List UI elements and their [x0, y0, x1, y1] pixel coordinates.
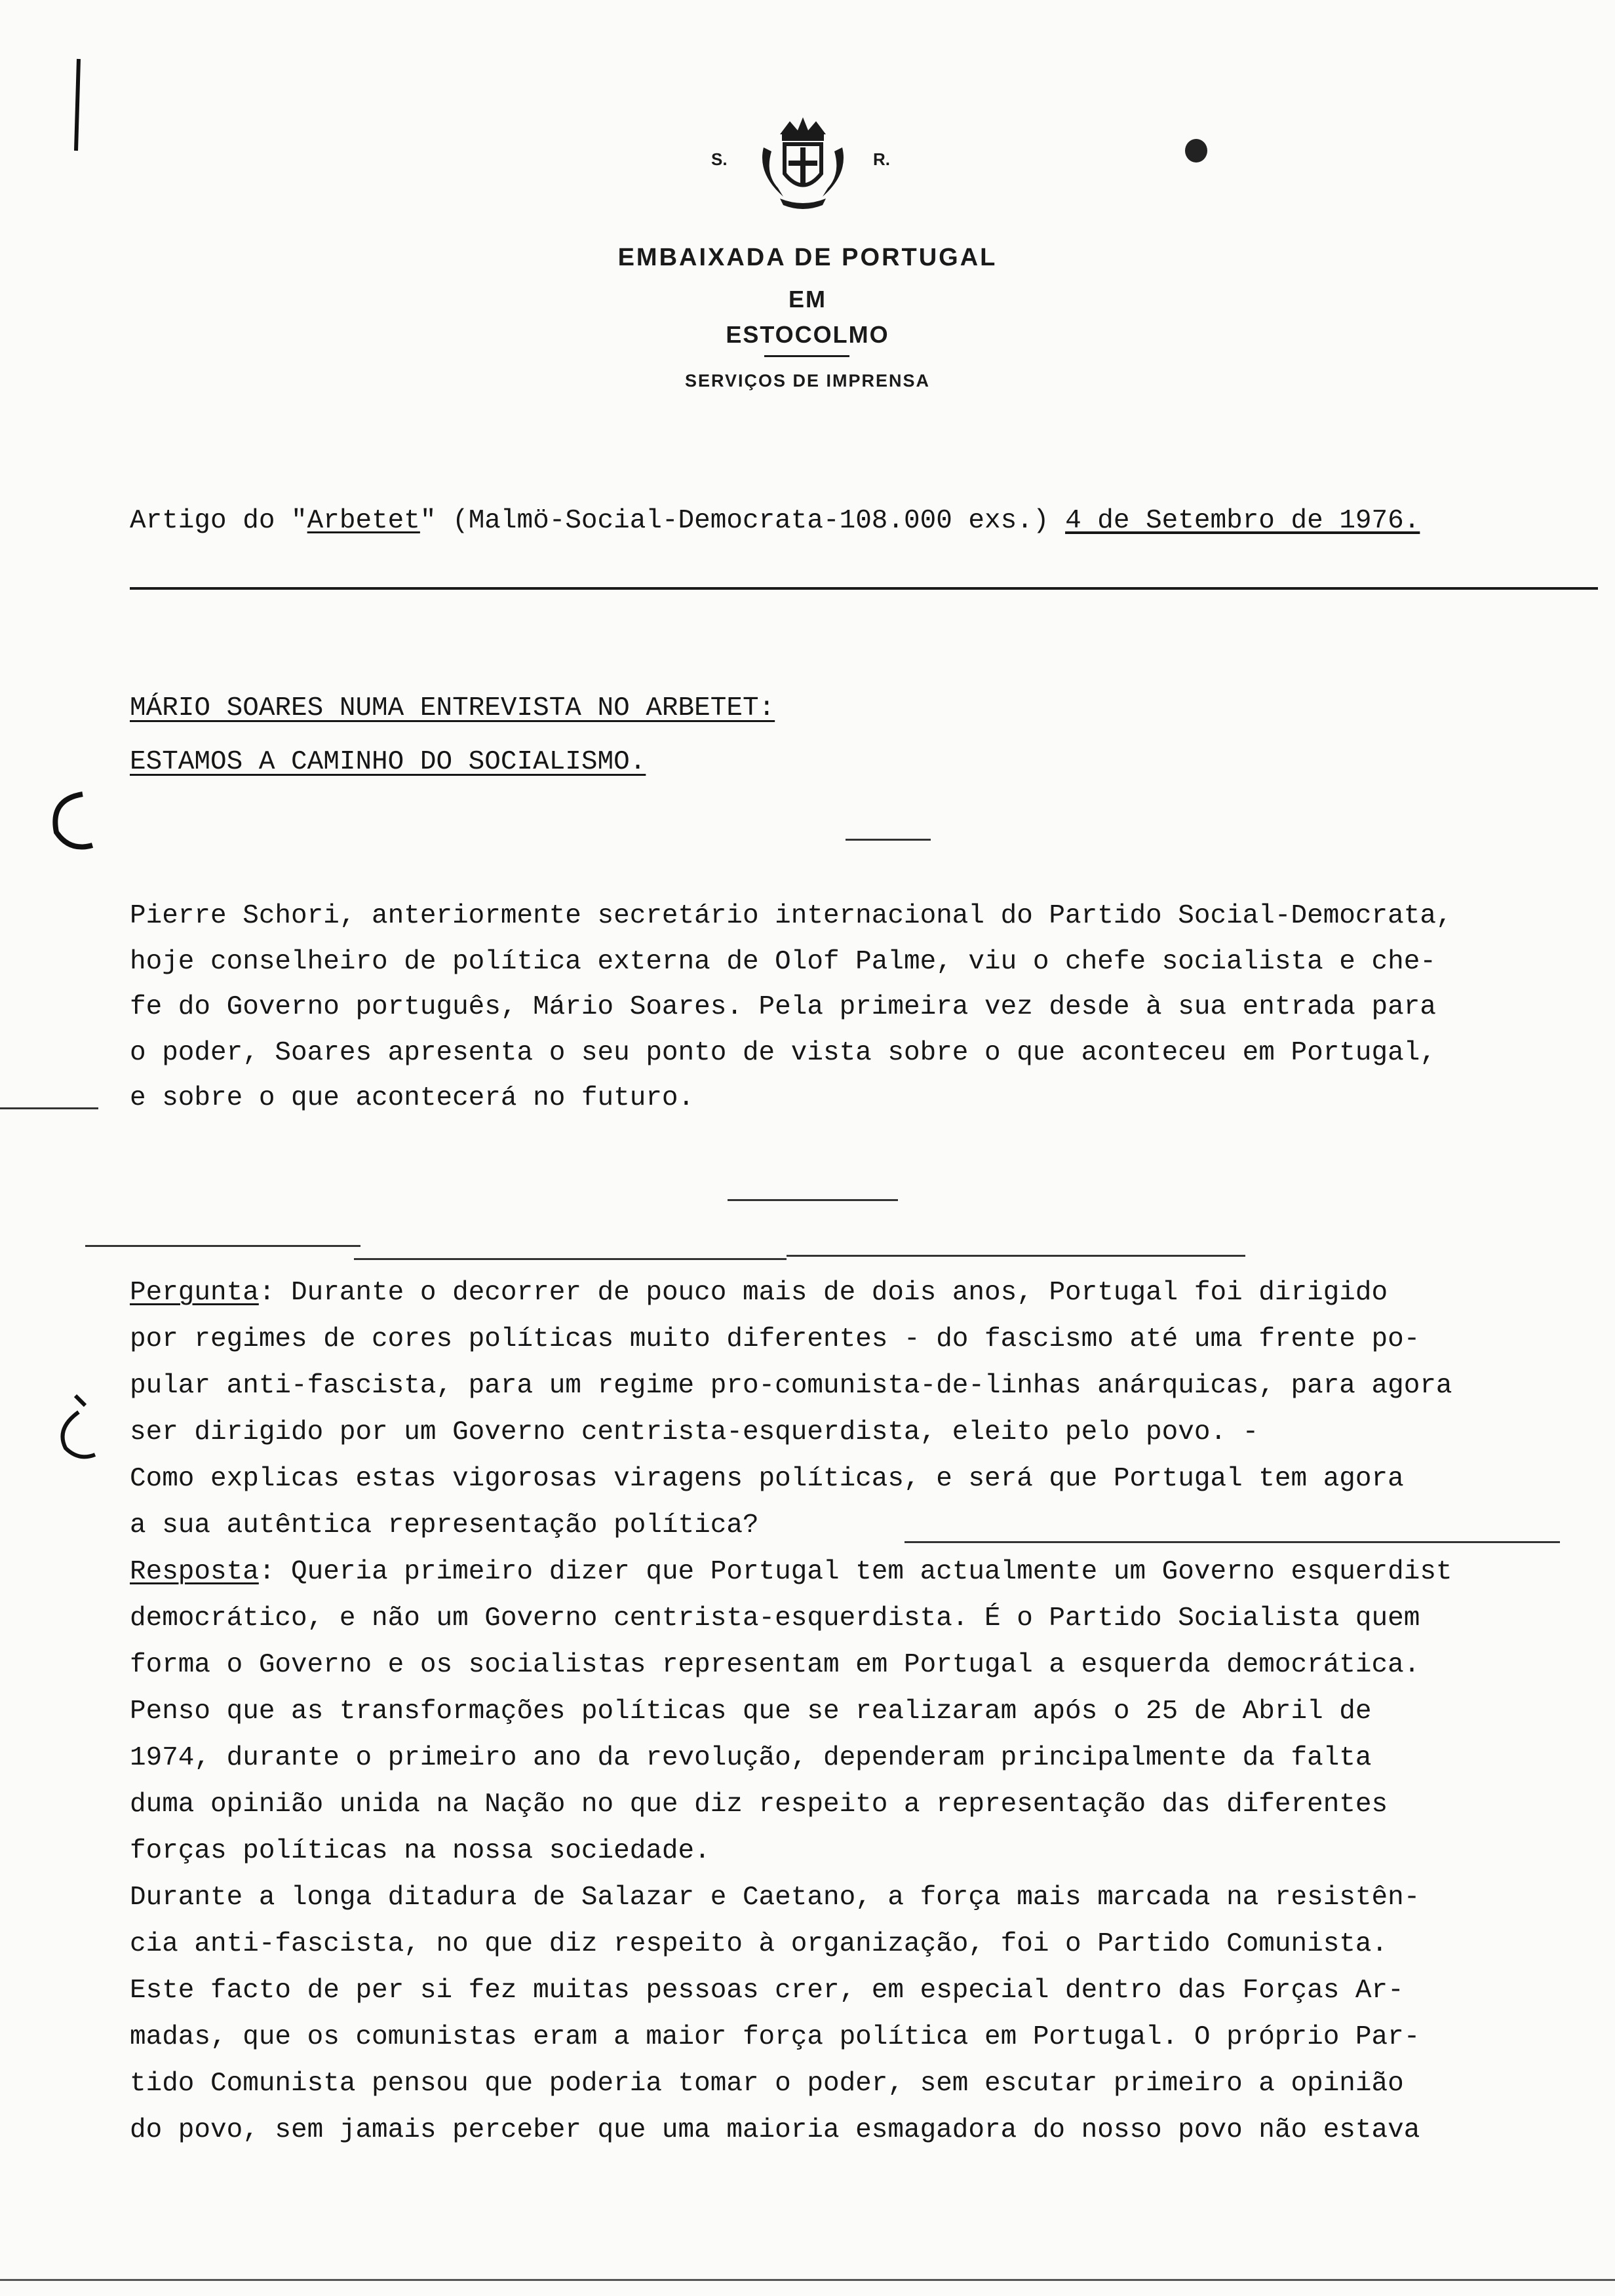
intro-line: fe do Governo português, Mário Soares. Pela primeira vez desde à sua entrada para	[130, 992, 1436, 1022]
question-line: pular anti-fascista, para um regime pro-comunista-de-linhas anárquicas, para agora	[130, 1371, 1452, 1401]
answer-line: duma opinião unida na Nação no que diz respeito a representação das diferentes	[130, 1789, 1388, 1820]
scan-bottom-edge	[0, 2279, 1615, 2281]
question-label: Pergunta	[130, 1278, 259, 1308]
source-prefix: Artigo do "	[130, 506, 307, 536]
intro-line: e sobre o que acontecerá no futuro.	[130, 1083, 695, 1113]
scan-dash	[85, 1245, 360, 1247]
headline-line-1: MÁRIO SOARES NUMA ENTREVISTA NO ARBETET:	[130, 693, 775, 723]
answer-line: cia anti-fascista, no que diz respeito à organização, foi o Partido Comunista.	[130, 1929, 1388, 1959]
question-line: por regimes de cores políticas muito diferentes - do fascismo até uma frente po-	[130, 1324, 1420, 1354]
letterhead-embassy: EMBAIXADA DE PORTUGAL	[617, 244, 998, 271]
intro-line: o poder, Soares apresenta o seu ponto de vista sobre o que aconteceu em Portugal,	[130, 1037, 1436, 1068]
answer-line: forças políticas na nossa sociedade.	[130, 1836, 710, 1866]
intro-paragraph	[130, 894, 1598, 1122]
question-line: ser dirigido por um Governo centrista-esquerdista, eleito pelo povo. -	[130, 1417, 1259, 1447]
answer-line: do povo, sem jamais perceber que uma maioria esmagadora do nosso povo não estava	[130, 2115, 1420, 2145]
intro-line: Pierre Schori, anteriormente secretário internacional do Partido Social-Democrata,	[130, 901, 1452, 931]
header-rule	[130, 587, 1598, 590]
scan-dash	[354, 1258, 787, 1260]
letterhead-city: ESTOCOLMO	[726, 321, 889, 348]
ink-spot	[1185, 139, 1207, 163]
answer-line: Este facto de per si fez muitas pessoas crer, em especial dentro das Forças Ar-	[130, 1976, 1404, 2006]
coat-of-arms-seal	[718, 108, 888, 213]
question-first-line: Pergunta: Durante o decorrer de pouco mais de dois anos, Portugal foi dirigido	[130, 1278, 1388, 1308]
interview-body	[130, 1270, 1598, 2154]
margin-bracket-mark	[46, 1389, 98, 1464]
letterhead-department: SERVIÇOS DE IMPRENSA	[684, 371, 931, 391]
seal-right-letter: R.	[873, 149, 890, 169]
answer-line: madas, que os comunistas eram a maior força política em Portugal. O próprio Par-	[130, 2022, 1420, 2052]
answer-label: Resposta	[130, 1557, 259, 1587]
answer-line: tido Comunista pensou que poderia tomar o poder, sem escutar primeiro a opinião	[130, 2069, 1404, 2099]
source-date: 4 de Setembro de 1976.	[1065, 506, 1420, 536]
answer-first-line: Resposta: Queria primeiro dizer que Portugal tem actualmente um Governo esquerdist	[130, 1557, 1452, 1587]
scan-dash	[0, 1107, 98, 1109]
intro-line: hoje conselheiro de política externa de Olof Palme, viu o chefe socialista e che-	[130, 946, 1436, 977]
letterhead-divider	[764, 355, 849, 357]
answer-line: forma o Governo e os socialistas representam em Portugal a esquerda democrática.	[130, 1650, 1420, 1680]
margin-bracket-mark	[43, 786, 96, 855]
seal-left-letter: S.	[711, 149, 728, 169]
question-line: a sua autêntica representação política?	[130, 1510, 759, 1540]
scan-dash	[846, 839, 931, 841]
headline-line-2: ESTAMOS A CAMINHO DO SOCIALISMO.	[130, 747, 646, 777]
source-line	[130, 506, 1420, 536]
answer-line: 1974, durante o primeiro ano da revolução, dependeram principalmente da falta	[130, 1743, 1372, 1773]
letterhead-em: EM	[788, 286, 827, 313]
question-line: Como explicas estas vigorosas viragens políticas, e será que Portugal tem agora	[130, 1464, 1404, 1494]
answer-line: Penso que as transformações políticas que se realizaram após o 25 de Abril de	[130, 1696, 1372, 1727]
scan-dash	[787, 1255, 1245, 1257]
source-paper: Arbetet	[307, 506, 420, 536]
margin-line-mark	[66, 52, 92, 161]
scan-dash	[905, 1541, 1560, 1543]
answer-line: democrático, e não um Governo centrista-esquerdista. É o Partido Socialista quem	[130, 1603, 1420, 1634]
source-details: " (Malmö-Social-Democrata-108.000 exs.)	[419, 506, 1066, 536]
answer-line: Durante a longa ditadura de Salazar e Caetano, a força mais marcada na resistên-	[130, 1883, 1420, 1913]
scan-dash	[728, 1199, 898, 1201]
